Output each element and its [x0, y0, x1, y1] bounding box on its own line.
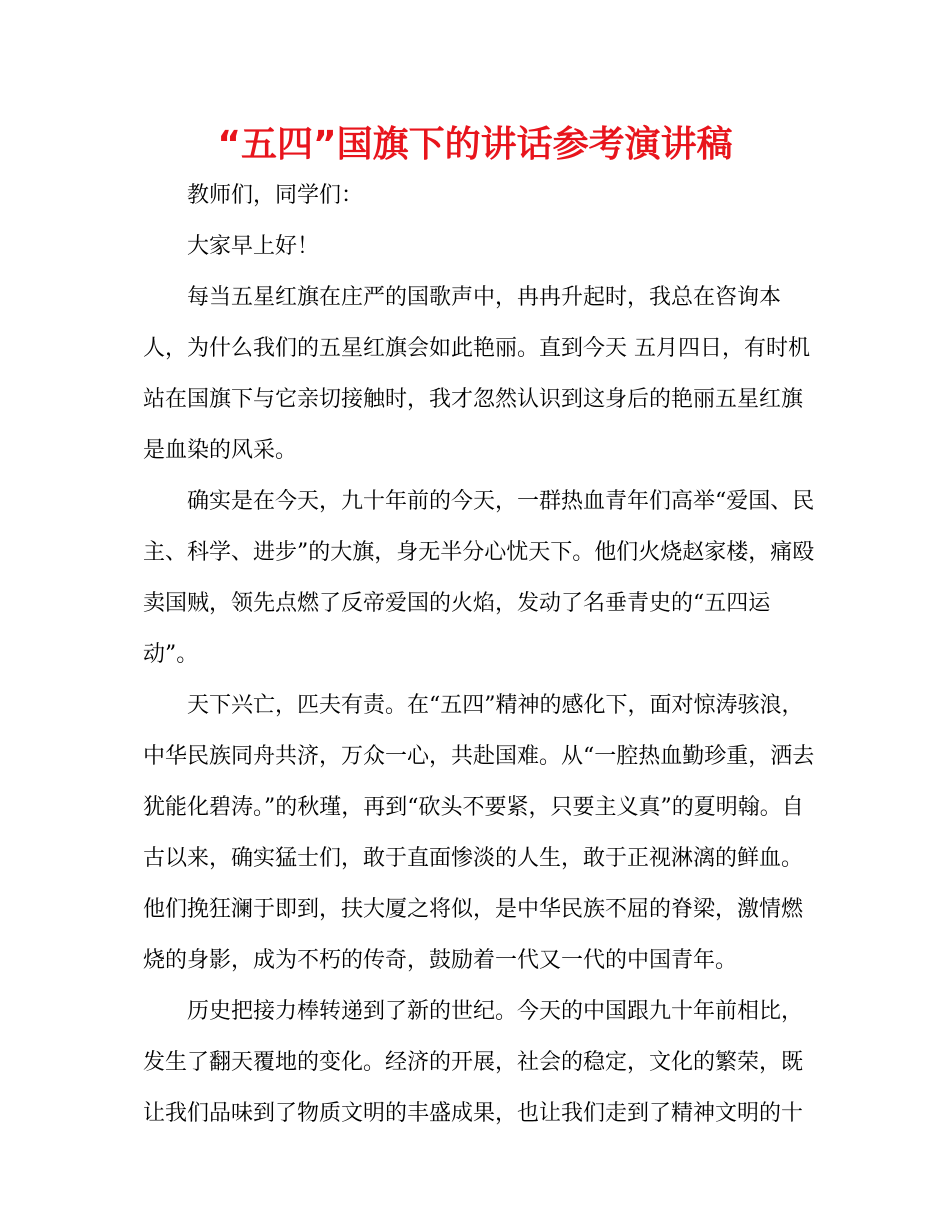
text-line: 主、科学、进步”的大旗，身无半分心忧天下。他们火烧赵家楼，痛殴 — [143, 540, 815, 565]
text-line: 古以来，确实猛士们，敢于直面惨淡的人生，敢于正视淋漓的鲜血。 — [143, 846, 804, 871]
text-line: 每当五星红旗在庄严的国歌声中，冉冉升起时，我总在咨询本 — [187, 285, 782, 310]
text-line: 站在国旗下与它亲切接触时，我才忽然认识到这身后的艳丽五星红旗 — [143, 387, 804, 412]
text-line: 大家早上好！ — [187, 234, 320, 259]
text-line: 中华民族同舟共济，万众一心，共赴国难。从“一腔热血勤珍重，洒去 — [143, 744, 815, 769]
text-line: 确实是在今天，九十年前的今天，一群热血青年们高举“爱国、民 — [187, 489, 815, 514]
text-line: 犹能化碧涛。”的秋瑾，再到“砍头不要紧，只要主义真”的夏明翰。自 — [143, 795, 804, 820]
text-line: 让我们品味到了物质文明的丰盛成果，也让我们走到了精神文明的十 — [143, 1101, 804, 1126]
text-line: 卖国贼，领先点燃了反帝爱国的火焰，发动了名垂青史的“五四运 — [143, 591, 771, 616]
text-line: 动”。 — [143, 642, 199, 667]
text-line: 发生了翻天覆地的变化。经济的开展，社会的稳定，文化的繁荣，既 — [143, 1050, 804, 1075]
text-line: 历史把接力棒转递到了新的世纪。今天的中国跟九十年前相比， — [187, 999, 804, 1024]
document-body — [143, 170, 815, 1139]
text-line: 天下兴亡，匹夫有责。在“五四”精神的感化下，面对惊涛骇浪， — [187, 693, 804, 718]
text-line: 是血染的风采。 — [143, 438, 298, 463]
text-line: 他们挽狂澜于即到，扶大厦之将似，是中华民族不屈的脊梁，激情燃 — [143, 897, 804, 922]
text-line: 烧的身影，成为不朽的传奇，鼓励着一代又一代的中国青年。 — [143, 948, 738, 973]
text-line: 教师们，同学们： — [187, 183, 364, 208]
text-line: 人，为什么我们的五星红旗会如此艳丽。直到今天 五月四日，有时机 — [143, 336, 810, 361]
document-title: “五四”国旗下的讲话参考演讲稿 — [217, 124, 733, 165]
